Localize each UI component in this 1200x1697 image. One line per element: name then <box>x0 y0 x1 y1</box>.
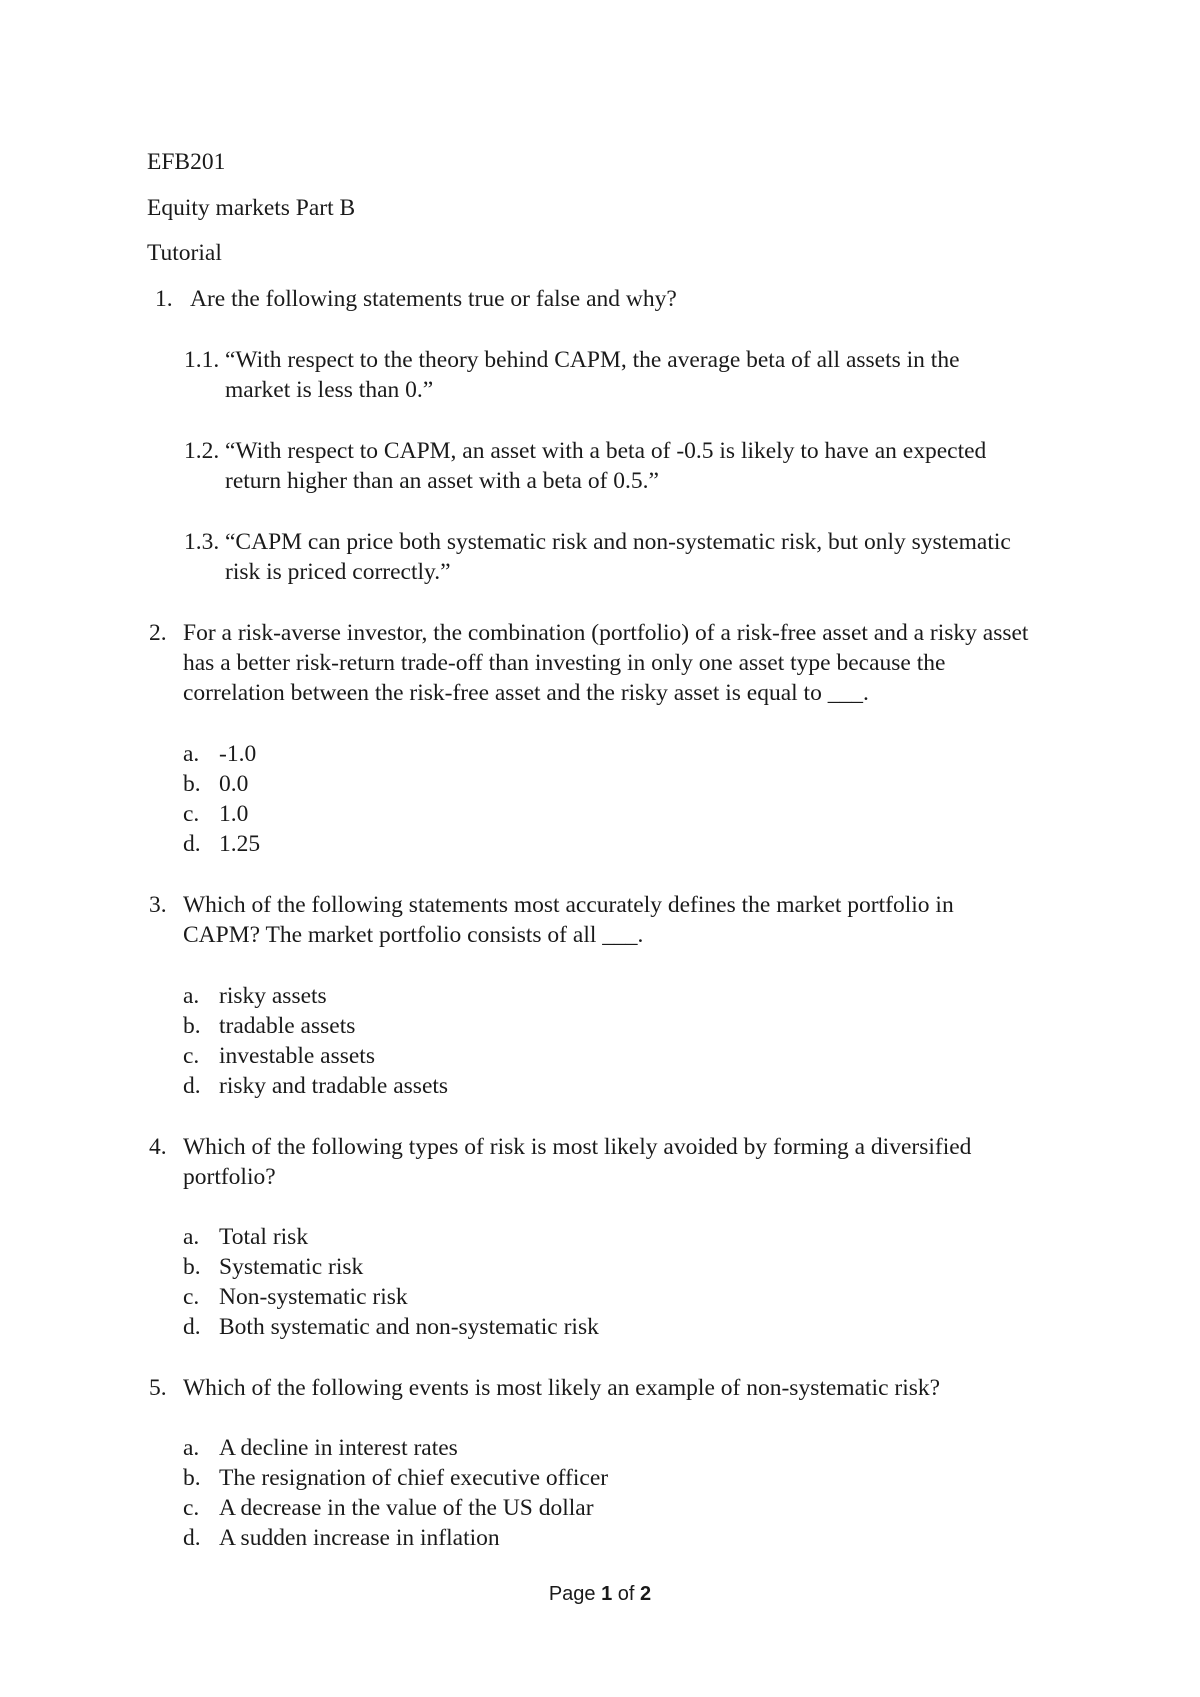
question-5-option-a-letter: a. <box>183 1435 200 1461</box>
question-4-option-d-letter: d. <box>183 1314 201 1340</box>
question-2-option-d-letter: d. <box>183 831 201 857</box>
document-type: Tutorial <box>147 240 222 266</box>
sub-question-1-2-line-1: “With respect to CAPM, an asset with a beta of -0.5 is likely to have an expected <box>225 438 987 464</box>
question-3-option-a-text: risky assets <box>219 983 327 1009</box>
course-code: EFB201 <box>147 149 226 175</box>
question-2-line-3: correlation between the risk-free asset and the risky asset is equal to ___. <box>183 680 869 706</box>
question-3-line-2: CAPM? The market portfolio consists of all ___. <box>183 922 644 948</box>
question-4-option-d-text: Both systematic and non-systematic risk <box>219 1314 599 1340</box>
sub-question-1-1-line-2: market is less than 0.” <box>225 377 434 403</box>
sub-question-1-3-number: 1.3. <box>184 529 220 555</box>
question-5-option-a-text: A decline in interest rates <box>219 1435 458 1461</box>
sub-question-1-3-line-2: risk is priced correctly.” <box>225 559 451 585</box>
question-3-option-c-letter: c. <box>183 1043 200 1069</box>
question-2-option-c-text: 1.0 <box>219 801 249 827</box>
question-4-line-2: portfolio? <box>183 1164 276 1190</box>
sub-question-1-3-line-1: “CAPM can price both systematic risk and non-systematic risk, but only systematic <box>225 529 1011 555</box>
question-3-line-1: Which of the following statements most accurately defines the market portfolio in <box>183 892 954 918</box>
page-current: 1 <box>601 1583 613 1605</box>
question-5-option-d-text: A sudden increase in inflation <box>219 1525 500 1551</box>
question-2-option-a-letter: a. <box>183 741 200 767</box>
question-5-option-b-text: The resignation of chief executive officer <box>219 1465 609 1491</box>
page-footer <box>0 1581 1200 1607</box>
question-1-number: 1. <box>155 286 173 312</box>
question-5-line-1: Which of the following events is most likely an example of non-systematic risk? <box>183 1375 941 1401</box>
question-2-option-d-text: 1.25 <box>219 831 261 857</box>
question-3-number: 3. <box>149 892 167 918</box>
sub-question-1-2-number: 1.2. <box>184 438 220 464</box>
question-4-option-a-text: Total risk <box>219 1224 309 1250</box>
question-5-number: 5. <box>149 1375 167 1401</box>
question-4-option-c-text: Non-systematic risk <box>219 1284 408 1310</box>
sub-question-1-1-number: 1.1. <box>184 347 220 373</box>
sub-question-1-2-line-2: return higher than an asset with a beta of 0.5.” <box>225 468 659 494</box>
question-3-option-a-letter: a. <box>183 983 200 1009</box>
sub-question-1-1-line-1: “With respect to the theory behind CAPM, the average beta of all assets in the <box>225 347 960 373</box>
question-2-option-a-text: -1.0 <box>219 741 257 767</box>
question-4-option-b-text: Systematic risk <box>219 1254 364 1280</box>
question-4-number: 4. <box>149 1134 167 1160</box>
question-2-number: 2. <box>149 620 167 646</box>
question-5-option-c-text: A decrease in the value of the US dollar <box>219 1495 594 1521</box>
document-title: Equity markets Part B <box>147 195 356 221</box>
question-2-line-1: For a risk-averse investor, the combination (portfolio) of a risk-free asset and a risky asset <box>183 620 1029 646</box>
question-4-option-c-letter: c. <box>183 1284 200 1310</box>
question-5-option-b-letter: b. <box>183 1465 201 1491</box>
question-3-option-c-text: investable assets <box>219 1043 375 1069</box>
question-2-line-2: has a better risk-return trade-off than investing in only one asset type because the <box>183 650 946 676</box>
question-3-option-d-letter: d. <box>183 1073 201 1099</box>
question-3-option-d-text: risky and tradable assets <box>219 1073 449 1099</box>
page-total: 2 <box>640 1583 652 1605</box>
question-3-option-b-letter: b. <box>183 1013 201 1039</box>
question-3-option-b-text: tradable assets <box>219 1013 356 1039</box>
question-5-option-c-letter: c. <box>183 1495 200 1521</box>
question-5-option-d-letter: d. <box>183 1525 201 1551</box>
page-word: Page <box>548 1583 596 1605</box>
question-4-option-b-letter: b. <box>183 1254 201 1280</box>
question-2-option-b-text: 0.0 <box>219 771 249 797</box>
page-of: of <box>617 1583 635 1605</box>
question-2-option-c-letter: c. <box>183 801 200 827</box>
question-4-option-a-letter: a. <box>183 1224 200 1250</box>
question-2-option-b-letter: b. <box>183 771 201 797</box>
question-4-line-1: Which of the following types of risk is most likely avoided by forming a diversified <box>183 1134 972 1160</box>
question-1-text: Are the following statements true or false and why? <box>190 286 677 312</box>
